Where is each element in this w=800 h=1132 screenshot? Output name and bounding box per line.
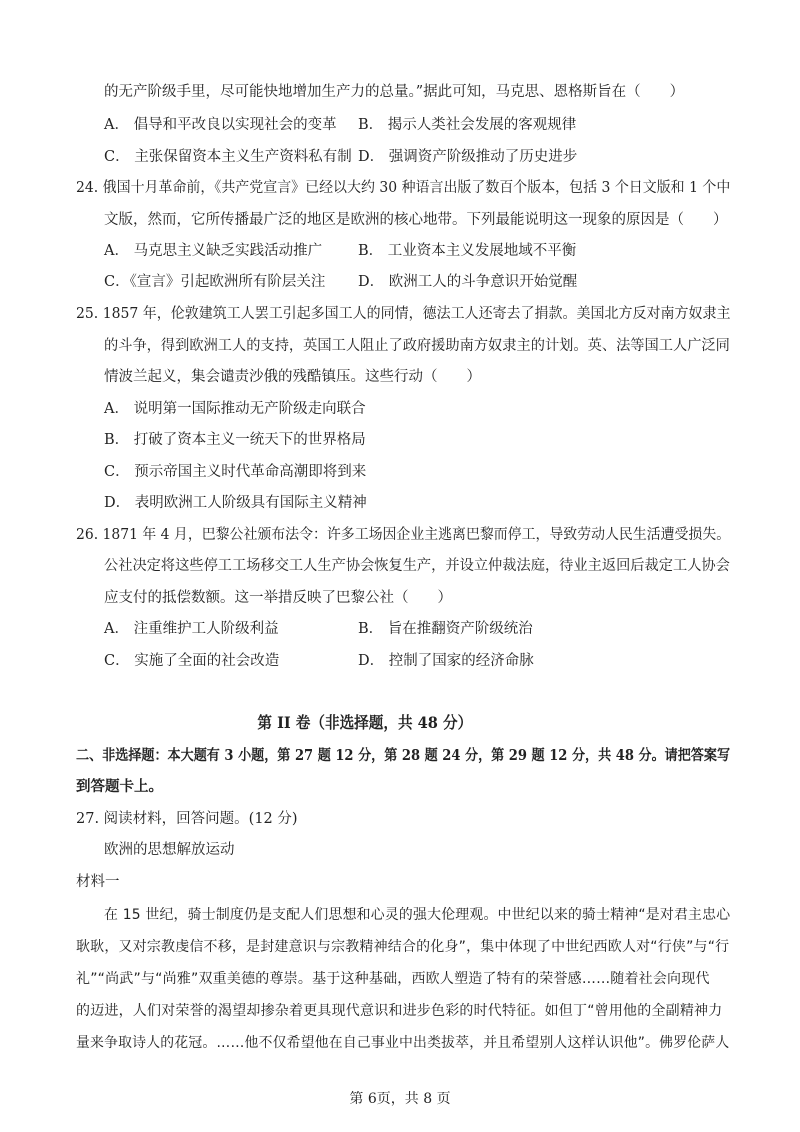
q25-option-b: B． 打破了资本主义一统天下的世界格局 <box>104 432 366 448</box>
section-ii-heading-line1: 二、非选择题：本大题有 3 小题，第 27 题 12 分，第 28 题 24 分，第 29 题 12 分，共 48 分。请把答案写 <box>76 747 731 764</box>
q26-option-d: D． 控制了国家的经济命脉 <box>358 653 534 669</box>
q23-option-d: D． 强调资产阶级推动了历史进步 <box>358 149 578 165</box>
material-text-line3: 礼”“尚武”与“尚雅”双重美德的尊崇。基于这种基础，西欧人塑造了特有的荣誉感……随着社会向现代 <box>76 971 710 987</box>
q27-material-label: 材料一 <box>76 874 120 890</box>
q26-stem-line2: 公社决定将这些停工工场移交工人生产协会恢复生产，并设立仲裁法庭，待业主返回后裁定工人协会 <box>104 558 730 574</box>
q26-stem-line1: 26. 1871 年 4 月，巴黎公社颁布法令：许多工场因企业主逃离巴黎而停工，导致劳动人民生活遭受损失。 <box>76 527 731 543</box>
q24-option-a: A． 马克思主义缺乏实践活动推广 <box>104 243 323 259</box>
q24-stem-line1: 24. 俄国十月革命前，《共产党宣言》已经以大约 30 种语言出版了数百个版本，包括 3 个日文版和 1 个中 <box>76 180 731 196</box>
q23-stem-continuation: 的无产阶级手里，尽可能快地增加生产力的总量。”据此可知，马克思、恩格斯旨在（ ） <box>104 84 685 100</box>
q24-stem-line2: 文版，然而，它所传播最广泛的地区是欧洲的核心地带。下列最能说明这一现象的原因是（ ） <box>104 212 728 228</box>
q25-stem-line2: 的斗争，得到欧洲工人的支持，英国工人阻止了政府援助南方奴隶主的计划。英、法等国工人广泛同 <box>104 338 730 354</box>
q25-stem-line1: 25. 1857 年，伦敦建筑工人罢工引起多国工人的同情，德法工人还寄去了捐款。美国北方反对南方奴隶主 <box>76 306 731 322</box>
material-text-line2: 耿耿，又对宗教虔信不移，是封建意识与宗教精神结合的化身”，集中体现了中世纪西欧人对“行侠”与“行 <box>76 939 730 955</box>
q26-option-b: B． 旨在推翻资产阶级统治 <box>358 621 533 637</box>
material-text-line1: 在 15 世纪，骑士制度仍是支配人们思想和心灵的强大伦理观。中世纪以来的骑士精神“是对君主忠心 <box>104 907 731 923</box>
q24-option-c: C．《宣言》引起欧洲所有阶层关注 <box>104 274 326 290</box>
q25-option-d: D． 表明欧洲工人阶级具有国际主义精神 <box>104 495 367 511</box>
material-text-line5: 量来争取诗人的花冠。……他不仅希望他在自己事业中出类拔萃，并且希望别人这样认识他”。佛罗伦萨人 <box>76 1035 730 1051</box>
q23-option-a: A． 倡导和平改良以实现社会的变革 <box>104 117 337 133</box>
q26-stem-line3: 应支付的抵偿数额。这一举措反映了巴黎公社（ ） <box>104 590 452 606</box>
q24-option-d: D． 欧洲工人的斗争意识开始觉醒 <box>358 274 578 290</box>
q24-option-b: B． 工业资本主义发展地域不平衡 <box>358 243 577 259</box>
q25-stem-line3: 情波兰起义，集会谴责沙俄的残酷镇压。这些行动（ ） <box>104 369 481 385</box>
section-ii-heading-line2: 到答题卡上。 <box>76 778 163 795</box>
section-ii-title: 第 II 卷（非选择题，共 48 分） <box>257 713 473 732</box>
q23-option-c: C． 主张保留资本主义生产资料私有制 <box>104 149 352 165</box>
q25-option-c: C． 预示帝国主义时代革命高潮即将到来 <box>104 464 367 480</box>
q27-prompt: 27. 阅读材料，回答问题。(12 分) <box>76 811 298 827</box>
q25-option-a: A． 说明第一国际推动无产阶级走向联合 <box>104 401 366 417</box>
page-footer: 第 6页，共 8 页 <box>349 1091 451 1107</box>
q23-option-b: B． 揭示人类社会发展的客观规律 <box>358 117 577 133</box>
q27-topic: 欧洲的思想解放运动 <box>104 842 235 858</box>
q26-option-a: A． 注重维护工人阶级利益 <box>104 621 279 637</box>
q26-option-c: C． 实施了全面的社会改造 <box>104 653 280 669</box>
material-text-line4: 的迈进，人们对荣誉的渴望却掺杂着更具现代意识和进步色彩的时代特征。如但丁“曾用他的全副精神力 <box>76 1003 723 1019</box>
